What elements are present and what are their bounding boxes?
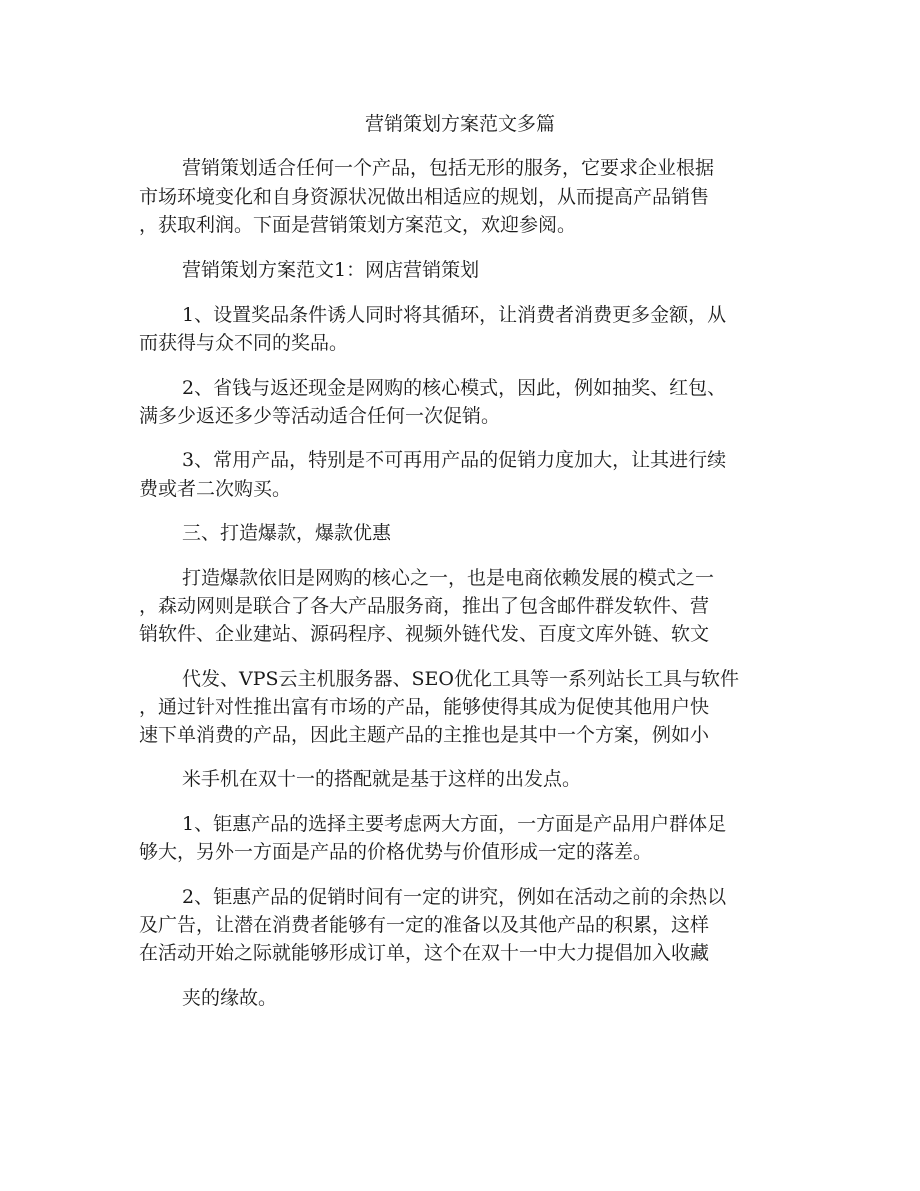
paragraph-line: 销软件、企业建站、源码程序、视频外链代发、百度文库外链、软文 — [139, 623, 710, 645]
paragraph-line: 2、钜惠产品的促销时间有一定的讲究，例如在活动之前的余热以 — [182, 886, 727, 908]
document-title: 营销策划方案范文多篇 — [364, 113, 555, 135]
paragraph-line: 米手机在双十一的搭配就是基于这样的出发点。 — [182, 768, 582, 790]
paragraph-line: 代发、VPS云主机服务器、SEO优化工具等一系列站长工具与软件 — [182, 668, 739, 690]
paragraph-line: 及广告，让潜在消费者能够有一定的准备以及其他产品的积累，这样 — [139, 914, 710, 936]
paragraph-line: 3、常用产品，特别是不可再用产品的促销力度加大，让其进行续 — [182, 449, 727, 471]
section-heading: 营销策划方案范文1：网店营销策划 — [182, 259, 480, 281]
paragraph-line: ，获取利润。下面是营销策划方案范文，欢迎参阅。 — [139, 214, 577, 236]
paragraph-line: 而获得与众不同的奖品。 — [139, 332, 349, 354]
paragraph-line: 速下单消费的产品，因此主题产品的主推也是其中一个方案，例如小 — [139, 724, 710, 746]
paragraph-line: 营销策划适合任何一个产品，包括无形的服务，它要求企业根据 — [182, 157, 715, 179]
paragraph-line: 2、省钱与返还现金是网购的核心模式，因此，例如抽奖、红包、 — [182, 377, 727, 399]
paragraph-line: 打造爆款依旧是网购的核心之一，也是电商依赖发展的模式之一 — [182, 567, 715, 589]
paragraph-line: 在活动开始之际就能够形成订单，这个在双十一中大力提倡加入收藏 — [139, 942, 710, 964]
section-heading: 三、打造爆款，爆款优惠 — [182, 522, 392, 544]
paragraph-line: 夹的缘故。 — [182, 987, 278, 1009]
paragraph-line: 1、设置奖品条件诱人同时将其循环，让消费者消费更多金额，从 — [182, 304, 727, 326]
paragraph-line: 够大，另外一方面是产品的价格优势与价值形成一定的落差。 — [139, 841, 653, 863]
paragraph-line: ，通过针对性推出富有市场的产品，能够使得其成为促使其他用户快 — [139, 696, 710, 718]
paragraph-line: ，森动网则是联合了各大产品服务商，推出了包含邮件群发软件、营 — [139, 595, 710, 617]
paragraph-line: 市场环境变化和自身资源状况做出相适应的规划，从而提高产品销售 — [139, 186, 710, 208]
paragraph-line: 满多少返还多少等活动适合任何一次促销。 — [139, 405, 501, 427]
paragraph-line: 费或者二次购买。 — [139, 478, 292, 500]
paragraph-line: 1、钜惠产品的选择主要考虑两大方面，一方面是产品用户群体足 — [182, 813, 727, 835]
